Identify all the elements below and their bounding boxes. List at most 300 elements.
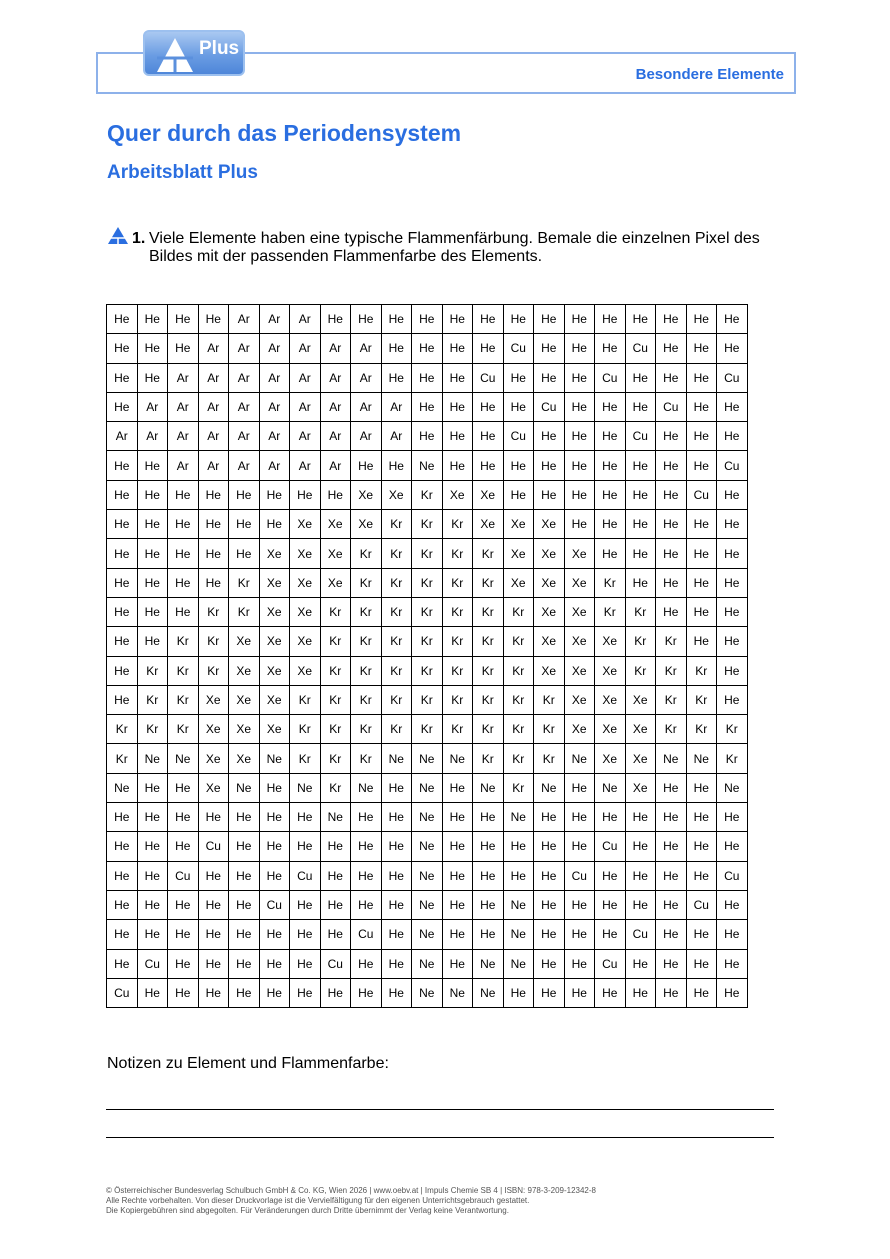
grid-cell[interactable]: He	[473, 422, 504, 451]
grid-cell[interactable]: Xe	[595, 656, 626, 685]
grid-cell[interactable]: Ne	[259, 744, 290, 773]
grid-cell[interactable]: Xe	[564, 568, 595, 597]
grid-cell[interactable]: He	[137, 451, 168, 480]
grid-cell[interactable]: Kr	[198, 597, 229, 626]
grid-cell[interactable]: He	[137, 363, 168, 392]
grid-cell[interactable]: Ar	[198, 422, 229, 451]
grid-cell[interactable]: He	[656, 480, 687, 509]
grid-cell[interactable]: Kr	[412, 510, 443, 539]
grid-cell[interactable]: He	[625, 363, 656, 392]
grid-cell[interactable]: He	[229, 890, 260, 919]
grid-cell[interactable]: Kr	[717, 715, 748, 744]
grid-cell[interactable]: Ar	[381, 392, 412, 421]
grid-cell[interactable]: Xe	[564, 539, 595, 568]
grid-cell[interactable]: Kr	[198, 627, 229, 656]
grid-cell[interactable]: He	[686, 861, 717, 890]
grid-cell[interactable]: Kr	[503, 715, 534, 744]
grid-cell[interactable]: He	[625, 305, 656, 334]
grid-cell[interactable]: He	[442, 392, 473, 421]
grid-cell[interactable]: He	[686, 920, 717, 949]
grid-cell[interactable]: He	[442, 451, 473, 480]
grid-cell[interactable]: He	[107, 305, 138, 334]
grid-cell[interactable]: He	[259, 510, 290, 539]
grid-cell[interactable]: Cu	[686, 480, 717, 509]
grid-cell[interactable]: He	[686, 392, 717, 421]
grid-cell[interactable]: Ar	[137, 392, 168, 421]
grid-cell[interactable]: He	[381, 363, 412, 392]
grid-cell[interactable]: He	[686, 773, 717, 802]
grid-cell[interactable]: He	[107, 334, 138, 363]
grid-cell[interactable]: Kr	[473, 744, 504, 773]
grid-cell[interactable]: He	[473, 334, 504, 363]
grid-cell[interactable]: He	[351, 832, 382, 861]
grid-cell[interactable]: He	[595, 920, 626, 949]
grid-cell[interactable]: He	[137, 627, 168, 656]
grid-cell[interactable]: Ne	[656, 744, 687, 773]
grid-cell[interactable]: Kr	[351, 597, 382, 626]
grid-cell[interactable]: Kr	[381, 715, 412, 744]
grid-cell[interactable]: He	[168, 568, 199, 597]
grid-cell[interactable]: He	[503, 832, 534, 861]
grid-cell[interactable]: Kr	[320, 685, 351, 714]
grid-cell[interactable]: Ne	[595, 773, 626, 802]
grid-cell[interactable]: Kr	[290, 744, 321, 773]
grid-cell[interactable]: He	[229, 480, 260, 509]
grid-cell[interactable]: Xe	[564, 597, 595, 626]
grid-cell[interactable]: He	[107, 510, 138, 539]
grid-cell[interactable]: Xe	[503, 568, 534, 597]
grid-cell[interactable]: He	[473, 920, 504, 949]
grid-cell[interactable]: He	[473, 803, 504, 832]
grid-cell[interactable]: Xe	[290, 510, 321, 539]
grid-cell[interactable]: Xe	[503, 510, 534, 539]
grid-cell[interactable]: He	[534, 363, 565, 392]
grid-cell[interactable]: He	[229, 949, 260, 978]
grid-cell[interactable]: He	[412, 334, 443, 363]
grid-cell[interactable]: Ne	[503, 920, 534, 949]
grid-cell[interactable]: He	[229, 832, 260, 861]
grid-cell[interactable]: He	[442, 773, 473, 802]
grid-cell[interactable]: He	[534, 861, 565, 890]
grid-cell[interactable]: He	[717, 334, 748, 363]
grid-cell[interactable]: Xe	[351, 480, 382, 509]
grid-cell[interactable]: Xe	[259, 656, 290, 685]
grid-cell[interactable]: Kr	[442, 715, 473, 744]
grid-cell[interactable]: Kr	[168, 627, 199, 656]
grid-cell[interactable]: Ar	[351, 422, 382, 451]
grid-cell[interactable]: He	[564, 451, 595, 480]
grid-cell[interactable]: Kr	[534, 685, 565, 714]
grid-cell[interactable]: Xe	[290, 656, 321, 685]
grid-cell[interactable]: He	[320, 890, 351, 919]
grid-cell[interactable]: Kr	[320, 715, 351, 744]
grid-cell[interactable]: He	[442, 803, 473, 832]
grid-cell[interactable]: He	[686, 568, 717, 597]
grid-cell[interactable]: Ne	[717, 773, 748, 802]
grid-cell[interactable]: He	[534, 920, 565, 949]
grid-cell[interactable]: Kr	[351, 539, 382, 568]
grid-cell[interactable]: He	[564, 334, 595, 363]
grid-cell[interactable]: Kr	[625, 627, 656, 656]
grid-cell[interactable]: He	[564, 920, 595, 949]
grid-cell[interactable]: He	[656, 422, 687, 451]
grid-cell[interactable]: Xe	[442, 480, 473, 509]
grid-cell[interactable]: Ar	[137, 422, 168, 451]
grid-cell[interactable]: He	[107, 451, 138, 480]
grid-cell[interactable]: He	[381, 451, 412, 480]
grid-cell[interactable]: He	[595, 803, 626, 832]
note-line[interactable]	[106, 1109, 774, 1110]
grid-cell[interactable]: Cu	[351, 920, 382, 949]
grid-cell[interactable]: Ar	[198, 334, 229, 363]
grid-cell[interactable]: Cu	[198, 832, 229, 861]
grid-cell[interactable]: Kr	[351, 656, 382, 685]
grid-cell[interactable]: Ne	[412, 978, 443, 1007]
grid-cell[interactable]: He	[717, 597, 748, 626]
grid-cell[interactable]: Kr	[168, 656, 199, 685]
grid-cell[interactable]: He	[656, 539, 687, 568]
grid-cell[interactable]: Xe	[351, 510, 382, 539]
grid-cell[interactable]: He	[686, 949, 717, 978]
grid-cell[interactable]: Ne	[107, 773, 138, 802]
grid-cell[interactable]: Xe	[534, 510, 565, 539]
grid-cell[interactable]: He	[656, 803, 687, 832]
grid-cell[interactable]: Kr	[168, 715, 199, 744]
grid-cell[interactable]: Kr	[412, 715, 443, 744]
grid-cell[interactable]: He	[625, 803, 656, 832]
grid-cell[interactable]: He	[717, 685, 748, 714]
grid-cell[interactable]: Ar	[320, 334, 351, 363]
grid-cell[interactable]: He	[473, 451, 504, 480]
grid-cell[interactable]: He	[107, 363, 138, 392]
grid-cell[interactable]: He	[107, 890, 138, 919]
grid-cell[interactable]: He	[656, 949, 687, 978]
grid-cell[interactable]: He	[717, 627, 748, 656]
grid-cell[interactable]: He	[625, 890, 656, 919]
grid-cell[interactable]: He	[290, 978, 321, 1007]
grid-cell[interactable]: Ar	[229, 392, 260, 421]
grid-cell[interactable]: He	[503, 861, 534, 890]
grid-cell[interactable]: Ar	[290, 305, 321, 334]
grid-cell[interactable]: Cu	[564, 861, 595, 890]
grid-cell[interactable]: He	[107, 685, 138, 714]
grid-cell[interactable]: Ar	[259, 305, 290, 334]
grid-cell[interactable]: He	[625, 861, 656, 890]
grid-cell[interactable]: He	[534, 305, 565, 334]
grid-cell[interactable]: Ne	[412, 451, 443, 480]
grid-cell[interactable]: He	[564, 305, 595, 334]
grid-cell[interactable]: Cu	[625, 422, 656, 451]
grid-cell[interactable]: He	[656, 305, 687, 334]
grid-cell[interactable]: He	[320, 920, 351, 949]
grid-cell[interactable]: Kr	[503, 627, 534, 656]
grid-cell[interactable]: Cu	[656, 392, 687, 421]
grid-cell[interactable]: Kr	[503, 656, 534, 685]
grid-cell[interactable]: Kr	[473, 597, 504, 626]
grid-cell[interactable]: Kr	[473, 539, 504, 568]
grid-cell[interactable]: He	[320, 861, 351, 890]
grid-cell[interactable]: Kr	[320, 744, 351, 773]
grid-cell[interactable]: Kr	[351, 744, 382, 773]
grid-cell[interactable]: He	[381, 920, 412, 949]
grid-cell[interactable]: He	[656, 568, 687, 597]
grid-cell[interactable]: He	[534, 451, 565, 480]
grid-cell[interactable]: He	[107, 568, 138, 597]
grid-cell[interactable]: He	[595, 510, 626, 539]
grid-cell[interactable]: He	[656, 890, 687, 919]
grid-cell[interactable]: Xe	[229, 715, 260, 744]
grid-cell[interactable]: Kr	[503, 744, 534, 773]
grid-cell[interactable]: Xe	[320, 568, 351, 597]
grid-cell[interactable]: He	[564, 832, 595, 861]
grid-cell[interactable]: He	[564, 773, 595, 802]
grid-cell[interactable]: He	[320, 480, 351, 509]
grid-cell[interactable]: Kr	[442, 597, 473, 626]
grid-cell[interactable]: He	[717, 832, 748, 861]
grid-cell[interactable]: He	[503, 451, 534, 480]
grid-cell[interactable]: Ne	[412, 744, 443, 773]
grid-cell[interactable]: He	[656, 510, 687, 539]
grid-cell[interactable]: He	[137, 305, 168, 334]
grid-cell[interactable]: Ar	[229, 422, 260, 451]
grid-cell[interactable]: Ne	[412, 890, 443, 919]
grid-cell[interactable]: He	[442, 422, 473, 451]
grid-cell[interactable]: He	[259, 949, 290, 978]
grid-cell[interactable]: Cu	[717, 363, 748, 392]
grid-cell[interactable]: Kr	[351, 627, 382, 656]
grid-cell[interactable]: Xe	[503, 539, 534, 568]
grid-cell[interactable]: He	[259, 861, 290, 890]
grid-cell[interactable]: Xe	[259, 539, 290, 568]
grid-cell[interactable]: He	[595, 392, 626, 421]
grid-cell[interactable]: Xe	[198, 744, 229, 773]
grid-cell[interactable]: Cu	[595, 363, 626, 392]
grid-cell[interactable]: Cu	[595, 832, 626, 861]
grid-cell[interactable]: He	[625, 539, 656, 568]
grid-cell[interactable]: Ar	[351, 392, 382, 421]
grid-cell[interactable]: He	[137, 334, 168, 363]
grid-cell[interactable]: Xe	[564, 656, 595, 685]
grid-cell[interactable]: Cu	[290, 861, 321, 890]
grid-cell[interactable]: Xe	[534, 656, 565, 685]
grid-cell[interactable]: Cu	[686, 890, 717, 919]
grid-cell[interactable]: Kr	[503, 597, 534, 626]
grid-cell[interactable]: He	[534, 949, 565, 978]
grid-cell[interactable]: Ar	[259, 451, 290, 480]
grid-cell[interactable]: He	[473, 305, 504, 334]
grid-cell[interactable]: He	[442, 363, 473, 392]
grid-cell[interactable]: He	[137, 568, 168, 597]
grid-cell[interactable]: Ar	[198, 392, 229, 421]
grid-cell[interactable]: He	[442, 861, 473, 890]
grid-cell[interactable]: Kr	[595, 568, 626, 597]
grid-cell[interactable]: Xe	[625, 685, 656, 714]
grid-cell[interactable]: He	[717, 890, 748, 919]
grid-cell[interactable]: Kr	[290, 685, 321, 714]
grid-cell[interactable]: Xe	[259, 715, 290, 744]
grid-cell[interactable]: He	[259, 773, 290, 802]
grid-cell[interactable]: Cu	[625, 334, 656, 363]
grid-cell[interactable]: Kr	[595, 597, 626, 626]
grid-cell[interactable]: Kr	[229, 597, 260, 626]
grid-cell[interactable]: He	[381, 978, 412, 1007]
grid-cell[interactable]: Kr	[412, 568, 443, 597]
grid-cell[interactable]: Kr	[381, 510, 412, 539]
grid-cell[interactable]: He	[168, 803, 199, 832]
grid-cell[interactable]: He	[198, 568, 229, 597]
grid-cell[interactable]: He	[107, 861, 138, 890]
grid-cell[interactable]: He	[168, 949, 199, 978]
grid-cell[interactable]: He	[107, 597, 138, 626]
grid-cell[interactable]: He	[473, 890, 504, 919]
grid-cell[interactable]: Xe	[259, 568, 290, 597]
grid-cell[interactable]: Ar	[229, 363, 260, 392]
grid-cell[interactable]: Ne	[503, 803, 534, 832]
grid-cell[interactable]: He	[290, 803, 321, 832]
grid-cell[interactable]: He	[473, 392, 504, 421]
grid-cell[interactable]: Kr	[442, 539, 473, 568]
grid-cell[interactable]: He	[381, 890, 412, 919]
grid-cell[interactable]: He	[686, 305, 717, 334]
grid-cell[interactable]: Ne	[503, 890, 534, 919]
grid-cell[interactable]: He	[290, 832, 321, 861]
grid-cell[interactable]: Ne	[412, 773, 443, 802]
grid-cell[interactable]: Ar	[290, 451, 321, 480]
grid-cell[interactable]: He	[290, 920, 321, 949]
grid-cell[interactable]: He	[503, 305, 534, 334]
grid-cell[interactable]: He	[564, 510, 595, 539]
grid-cell[interactable]: Ar	[259, 363, 290, 392]
grid-cell[interactable]: He	[290, 890, 321, 919]
grid-cell[interactable]: He	[412, 392, 443, 421]
grid-cell[interactable]: Kr	[412, 539, 443, 568]
grid-cell[interactable]: He	[107, 656, 138, 685]
grid-cell[interactable]: Xe	[320, 539, 351, 568]
grid-cell[interactable]: Kr	[381, 539, 412, 568]
grid-cell[interactable]: He	[595, 422, 626, 451]
grid-cell[interactable]: Xe	[290, 627, 321, 656]
grid-cell[interactable]: He	[137, 803, 168, 832]
grid-cell[interactable]: He	[717, 392, 748, 421]
grid-cell[interactable]: He	[412, 363, 443, 392]
grid-cell[interactable]: He	[656, 451, 687, 480]
grid-cell[interactable]: Kr	[198, 656, 229, 685]
grid-cell[interactable]: He	[320, 978, 351, 1007]
grid-cell[interactable]: He	[259, 803, 290, 832]
grid-cell[interactable]: He	[595, 978, 626, 1007]
grid-cell[interactable]: Kr	[686, 685, 717, 714]
grid-cell[interactable]: He	[351, 451, 382, 480]
note-line[interactable]	[106, 1137, 774, 1138]
grid-cell[interactable]: He	[717, 480, 748, 509]
grid-cell[interactable]: Xe	[259, 627, 290, 656]
grid-cell[interactable]: He	[381, 803, 412, 832]
grid-cell[interactable]: Cu	[625, 920, 656, 949]
grid-cell[interactable]: He	[534, 334, 565, 363]
grid-cell[interactable]: He	[656, 597, 687, 626]
grid-cell[interactable]: Ar	[229, 451, 260, 480]
grid-cell[interactable]: Ne	[351, 773, 382, 802]
grid-cell[interactable]: He	[717, 568, 748, 597]
grid-cell[interactable]: He	[290, 949, 321, 978]
grid-cell[interactable]: He	[137, 890, 168, 919]
grid-cell[interactable]: Kr	[625, 656, 656, 685]
grid-cell[interactable]: Xe	[290, 539, 321, 568]
grid-cell[interactable]: He	[229, 539, 260, 568]
grid-cell[interactable]: He	[107, 949, 138, 978]
grid-cell[interactable]: Cu	[717, 861, 748, 890]
grid-cell[interactable]: Ar	[168, 363, 199, 392]
grid-cell[interactable]: He	[229, 861, 260, 890]
grid-cell[interactable]: Ar	[259, 392, 290, 421]
grid-cell[interactable]: Cu	[503, 422, 534, 451]
grid-cell[interactable]: He	[717, 539, 748, 568]
grid-cell[interactable]: He	[168, 920, 199, 949]
grid-cell[interactable]: He	[473, 861, 504, 890]
grid-cell[interactable]: Ne	[564, 744, 595, 773]
grid-cell[interactable]: He	[259, 978, 290, 1007]
grid-cell[interactable]: He	[229, 510, 260, 539]
grid-cell[interactable]: He	[717, 422, 748, 451]
grid-cell[interactable]: Kr	[473, 656, 504, 685]
grid-cell[interactable]: Ne	[534, 773, 565, 802]
grid-cell[interactable]: Kr	[442, 627, 473, 656]
grid-cell[interactable]: Cu	[168, 861, 199, 890]
grid-cell[interactable]: Ne	[412, 949, 443, 978]
grid-cell[interactable]: Kr	[351, 715, 382, 744]
grid-cell[interactable]: Kr	[381, 685, 412, 714]
grid-cell[interactable]: Ar	[198, 451, 229, 480]
grid-cell[interactable]: He	[625, 451, 656, 480]
grid-cell[interactable]: Xe	[198, 685, 229, 714]
grid-cell[interactable]: Ar	[198, 363, 229, 392]
grid-cell[interactable]: He	[656, 363, 687, 392]
grid-cell[interactable]: He	[473, 832, 504, 861]
grid-cell[interactable]: He	[259, 920, 290, 949]
grid-cell[interactable]: Kr	[625, 597, 656, 626]
grid-cell[interactable]: Xe	[534, 627, 565, 656]
grid-cell[interactable]: Kr	[137, 685, 168, 714]
grid-cell[interactable]: Ar	[290, 363, 321, 392]
grid-cell[interactable]: Ne	[412, 803, 443, 832]
grid-cell[interactable]: He	[686, 803, 717, 832]
grid-cell[interactable]: Kr	[320, 656, 351, 685]
grid-cell[interactable]: He	[381, 861, 412, 890]
grid-cell[interactable]: Kr	[473, 627, 504, 656]
grid-cell[interactable]: He	[717, 949, 748, 978]
grid-cell[interactable]: He	[168, 305, 199, 334]
grid-cell[interactable]: He	[290, 480, 321, 509]
grid-cell[interactable]: Ne	[412, 861, 443, 890]
grid-cell[interactable]: Ne	[503, 949, 534, 978]
grid-cell[interactable]: He	[625, 832, 656, 861]
grid-cell[interactable]: He	[656, 832, 687, 861]
grid-cell[interactable]: Cu	[473, 363, 504, 392]
grid-cell[interactable]: He	[534, 422, 565, 451]
grid-cell[interactable]: He	[595, 305, 626, 334]
grid-cell[interactable]: He	[442, 305, 473, 334]
grid-cell[interactable]: Ar	[290, 422, 321, 451]
grid-cell[interactable]: Kr	[137, 715, 168, 744]
grid-cell[interactable]: He	[686, 510, 717, 539]
grid-cell[interactable]: He	[534, 803, 565, 832]
grid-cell[interactable]: Xe	[290, 597, 321, 626]
grid-cell[interactable]: He	[168, 539, 199, 568]
grid-cell[interactable]: Xe	[564, 685, 595, 714]
grid-cell[interactable]: Kr	[412, 597, 443, 626]
grid-cell[interactable]: Ar	[229, 334, 260, 363]
grid-cell[interactable]: Kr	[656, 627, 687, 656]
